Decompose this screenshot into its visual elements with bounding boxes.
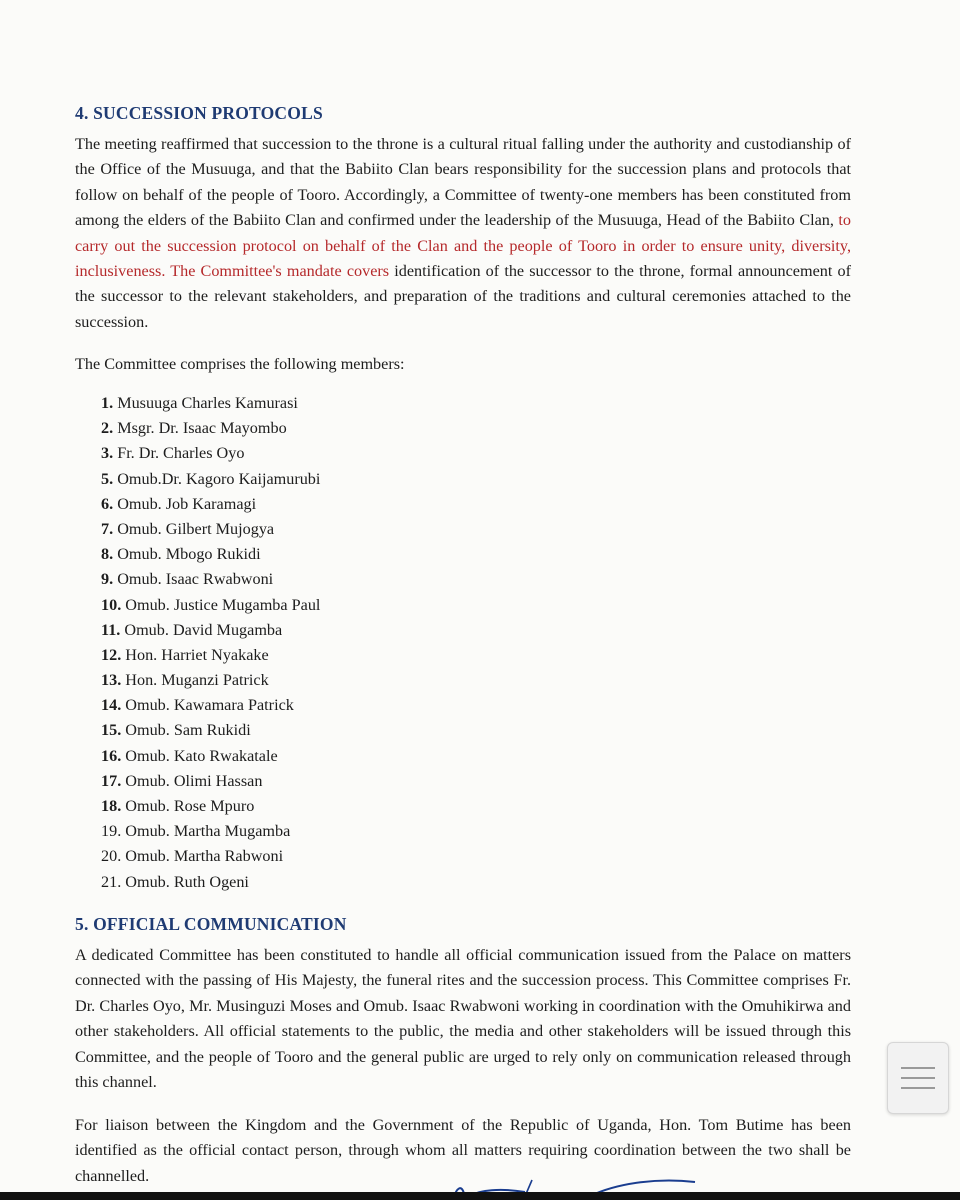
section-4-heading: 4. SUCCESSION PROTOCOLS <box>75 103 323 123</box>
member-name: Omub. Justice Mugamba Paul <box>125 595 321 614</box>
committee-member-list <box>101 391 320 895</box>
member-name: Omub. Martha Rabwoni <box>125 847 284 866</box>
committee-member <box>101 844 320 869</box>
member-name: Hon. Harriet Nyakake <box>125 645 269 664</box>
member-name: Omub. Isaac Rwabwoni <box>117 570 274 589</box>
member-name: Fr. Dr. Charles Oyo <box>117 444 245 463</box>
member-number: 8. <box>101 545 114 564</box>
member-number: 2. <box>101 419 114 438</box>
member-name: Omub. Rose Mpuro <box>125 797 255 815</box>
member-name: Omub.Dr. Kagoro Kaijamurubi <box>117 469 321 488</box>
committee-member <box>101 467 320 492</box>
member-number: 18. <box>101 797 122 815</box>
committee-member <box>101 593 320 618</box>
member-name: Omub. Mbogo Rukidi <box>117 545 261 564</box>
member-number: 9. <box>101 570 114 589</box>
bottom-edge-bar <box>0 1192 960 1200</box>
section-5-paragraph-2: For liaison between the Kingdom and the Government of the Republic of Uganda, Hon. Tom Butime has been identified as the official contact person, through whom all matters requiring coordination between the two shall be channelled. <box>75 1116 851 1185</box>
member-name: Hon. Muganzi Patrick <box>125 671 269 690</box>
committee-member <box>101 718 320 743</box>
member-number: 19. <box>101 822 122 841</box>
committee-member <box>101 416 320 441</box>
member-number: 21. <box>101 872 122 891</box>
committee-member <box>101 643 320 668</box>
member-name: Omub. Gilbert Mujogya <box>117 519 275 538</box>
member-name: Omub. David Mugamba <box>124 620 283 639</box>
committee-member <box>101 744 320 769</box>
member-number: 14. <box>101 696 122 715</box>
member-number: 6. <box>101 494 114 513</box>
member-number: 15. <box>101 721 122 740</box>
member-number: 17. <box>101 771 122 790</box>
section-5-heading: 5. OFFICIAL COMMUNICATION <box>75 914 347 934</box>
member-name: Musuuga Charles Kamurasi <box>117 394 298 412</box>
member-number: 12. <box>101 645 122 664</box>
member-number: 10. <box>101 595 122 614</box>
committee-member <box>101 693 320 718</box>
scroll-menu-button[interactable] <box>887 1042 949 1114</box>
committee-intro: The Committee comprises the following members: <box>75 355 405 373</box>
member-number: 1. <box>101 394 114 412</box>
committee-member <box>101 567 320 592</box>
committee-member <box>101 819 320 844</box>
section-4-paragraph <box>75 132 851 335</box>
menu-lines-icon <box>901 1067 935 1089</box>
section-4-highlighted-text: to carry out the succession protocol on behalf of the Clan and the people of Tooro in order to ensure unity, diversity, inclusiveness. The Committee's mandate covers <box>75 211 851 281</box>
section-4-text-part-2: identification of the successor to the throne, formal announcement of the successor to the relevant stakeholders, and preparation of the traditions and cultural ceremonies attached to the succession. <box>75 262 851 331</box>
committee-member <box>101 769 320 794</box>
member-number: 11. <box>101 620 121 639</box>
member-name: Omub. Kawamara Patrick <box>125 696 294 715</box>
member-number: 3. <box>101 444 114 463</box>
member-name: Omub. Olimi Hassan <box>125 771 263 790</box>
committee-member <box>101 492 320 517</box>
member-number: 16. <box>101 746 122 765</box>
member-name: Omub. Ruth Ogeni <box>125 872 249 891</box>
committee-member <box>101 441 320 466</box>
member-number: 5. <box>101 469 114 488</box>
committee-member <box>101 794 320 819</box>
committee-member <box>101 618 320 643</box>
member-name: Msgr. Dr. Isaac Mayombo <box>117 419 287 438</box>
member-name: Omub. Job Karamagi <box>117 494 257 513</box>
member-number: 13. <box>101 671 122 690</box>
member-name: Omub. Martha Mugamba <box>125 822 291 841</box>
committee-member <box>101 668 320 693</box>
section-5-paragraph-1: A dedicated Committee has been constituted to handle all official communication issued from the Palace on matters connected with the passing of His Majesty, the funeral rites and the succession process. This Committee comprises Fr. Dr. Charles Oyo, Mr. Musinguzi Moses and Omub. Isaac Rwabwoni working in coordination with the Omuhikirwa and other stakeholders. All official statements to the public, the media and other stakeholders will be issued through this Committee, and the people of Tooro and the general public are urged to rely only on communication released through this channel. <box>75 946 851 1092</box>
committee-member <box>101 870 320 895</box>
member-number: 20. <box>101 847 122 866</box>
member-number: 7. <box>101 519 114 538</box>
section-4-text-part-1: The meeting reaffirmed that succession to the throne is a cultural ritual falling under the authority and custodianship of the Office of the Musuuga, and that the Babiito Clan bears responsibility for the succession plans and protocols that follow on behalf of the people of Tooro. Accordingly, a Committee of twenty-one members has been constituted from among the elders of the Babiito Clan and confirmed under the leadership of the Musuuga, Head of the Babiito Clan, <box>75 135 851 230</box>
committee-member <box>101 391 320 416</box>
member-name: Omub. Sam Rukidi <box>125 721 251 740</box>
committee-member <box>101 517 320 542</box>
committee-member <box>101 542 320 567</box>
member-name: Omub. Kato Rwakatale <box>125 746 278 765</box>
